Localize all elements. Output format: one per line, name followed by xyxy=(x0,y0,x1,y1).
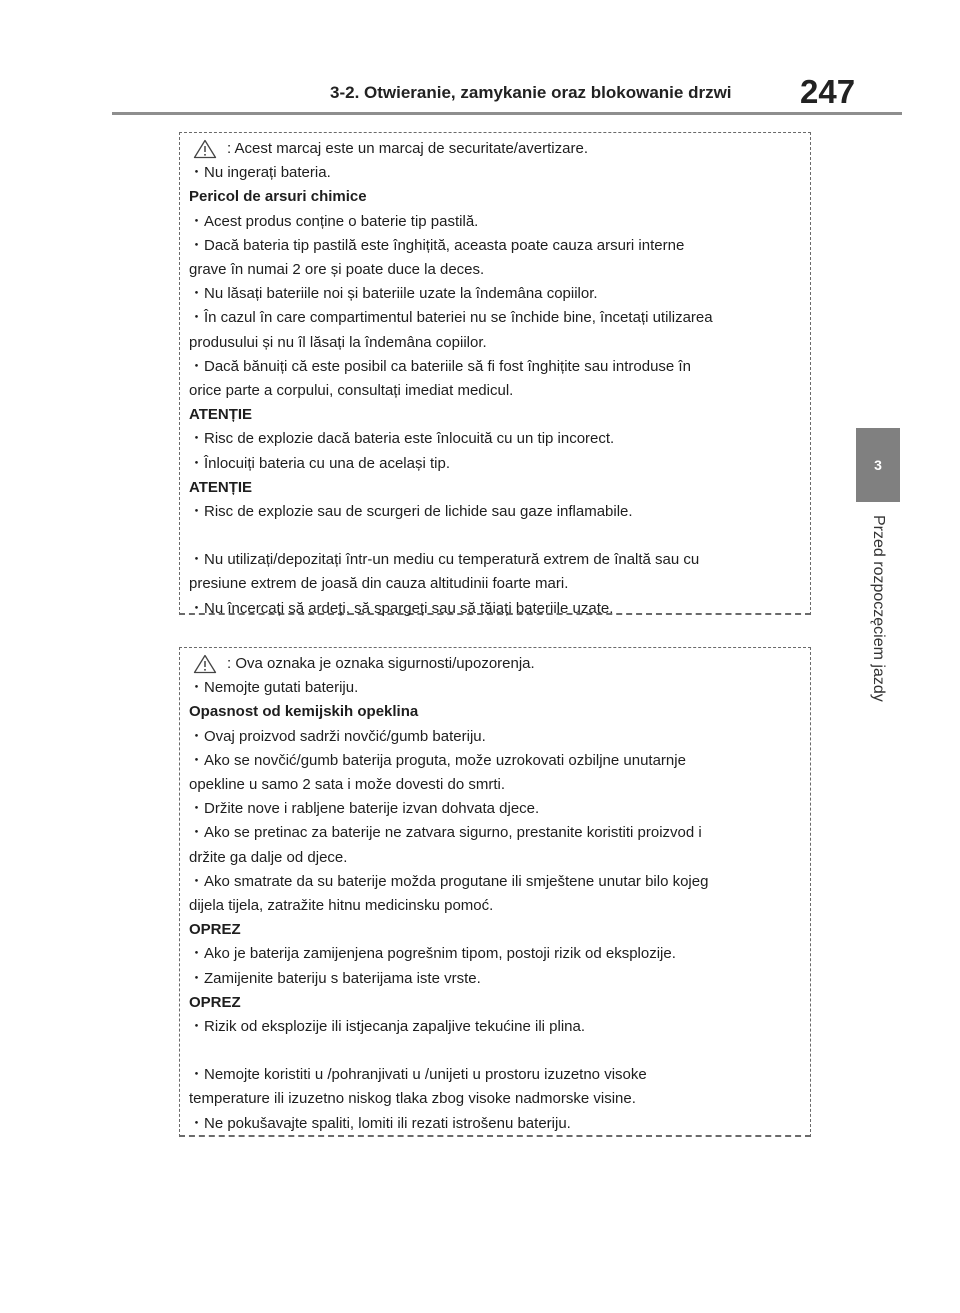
warning-triangle-icon xyxy=(193,139,217,159)
warning-line: držite ga dalje od djece. xyxy=(189,848,348,866)
blank-line xyxy=(189,1039,802,1063)
warning-line: ・Držite nove i rabljene baterije izvan dohvata djece. xyxy=(189,800,540,818)
warning-box-romanian xyxy=(179,132,811,615)
warning-intro xyxy=(189,652,802,676)
warning-heading: ATENȚIE xyxy=(189,478,253,496)
warning-line: ・Risc de explozie dacă bateria este înlocuită cu un tip incorect. xyxy=(189,430,615,448)
warning-line: ・Acest produs conține o baterie tip pastilă. xyxy=(189,212,479,230)
warning-box-croatian xyxy=(179,647,811,1137)
header-rule xyxy=(112,112,902,115)
warning-line: ・Ako se novčić/gumb baterija proguta, može uzrokovati ozbiljne unutarnje xyxy=(189,751,686,769)
warning-line: ・Ako je baterija zamijenjena pogrešnim tipom, postoji rizik od eksplozije. xyxy=(189,945,676,963)
warning-triangle-icon xyxy=(193,654,217,674)
running-header-title: 3-2. Otwieranie, zamykanie oraz blokowanie drzwi xyxy=(330,83,732,102)
warning-intro-text: : Acest marcaj este un marcaj de securitate/avertizare. xyxy=(227,140,588,157)
warning-line: orice parte a corpului, consultați imediat medicul. xyxy=(189,382,514,400)
warning-line: dijela tijela, zatražite hitnu medicinsku pomoć. xyxy=(189,897,494,915)
warning-line: temperature ili izuzetno niskog tlaka zbog visoke nadmorske visine. xyxy=(189,1090,636,1108)
warning-line: ・Risc de explozie sau de scurgeri de lichide sau gaze inflamabile. xyxy=(189,503,633,521)
warning-heading: ATENȚIE xyxy=(189,406,253,424)
warning-line: ・Ako smatrate da su baterije možda progutane ili smještene unutar bilo kojeg xyxy=(189,872,709,890)
warning-line: grave în numai 2 ore și poate duce la deces. xyxy=(189,261,485,279)
chapter-side-label: Przed rozpoczęciem jazdy xyxy=(870,515,887,702)
warning-line: ・Ovaj proizvod sadrži novčić/gumb bateriju. xyxy=(189,727,486,745)
warning-line: ・Rizik od eksplozije ili istjecanja zapaljive tekućine ili plina. xyxy=(189,1018,586,1036)
blank-line xyxy=(189,524,802,548)
warning-heading: Pericol de arsuri chimice xyxy=(189,188,367,206)
warning-line: presiune extrem de joasă din cauza altitudinii foarte mari. xyxy=(189,575,569,593)
warning-line: ・Dacă bateria tip pastilă este înghițită, aceasta poate cauza arsuri interne xyxy=(189,236,685,254)
warning-line: ・Nemojte gutati bateriju. xyxy=(189,679,359,697)
warning-line: ・Nu utilizați/depozitați într-un mediu cu temperatură extrem de înaltă sau cu xyxy=(189,551,700,569)
warning-line: ・Zamijenite bateriju s baterijama iste vrste. xyxy=(189,969,481,987)
warning-line: ・Dacă bănuiți că este posibil ca bateriile să fi fost înghițite sau introduse în xyxy=(189,357,691,375)
warning-line: opekline u samo 2 sata i može dovesti do smrti. xyxy=(189,776,505,794)
warning-line: ・Ako se pretinac za baterije ne zatvara sigurno, prestanite koristiti proizvod i xyxy=(189,824,702,842)
warning-intro xyxy=(189,137,802,161)
warning-line: ・Nemojte koristiti u /pohranjivati u /unijeti u prostoru izuzetno visoke xyxy=(189,1066,647,1084)
chapter-tab: 3 xyxy=(856,428,900,502)
warning-line: ・Ne pokušavajte spaliti, lomiti ili rezati istrošenu bateriju. xyxy=(189,1114,571,1132)
warning-line: produsului și nu îl lăsați la îndemâna copiilor. xyxy=(189,333,487,351)
warning-heading: Opasnost od kemijskih opeklina xyxy=(189,703,419,721)
warning-line: ・Nu lăsați bateriile noi și bateriile uzate la îndemâna copiilor. xyxy=(189,285,598,303)
warning-intro-text: : Ova oznaka je oznaka sigurnosti/upozorenja. xyxy=(227,655,535,672)
warning-heading: OPREZ xyxy=(189,993,241,1011)
warning-line: ・Înlocuiți bateria cu una de același tip. xyxy=(189,454,450,472)
warning-line: ・Nu ingerați bateria. xyxy=(189,164,331,182)
warning-line: ・Nu încercați să ardeți, să spargeți sau să tăiați bateriile uzate. xyxy=(189,599,614,617)
page-number: 247 xyxy=(800,73,856,110)
warning-heading: OPREZ xyxy=(189,921,241,939)
warning-line: ・În cazul în care compartimentul bateriei nu se închide bine, încetați utilizarea xyxy=(189,309,713,327)
